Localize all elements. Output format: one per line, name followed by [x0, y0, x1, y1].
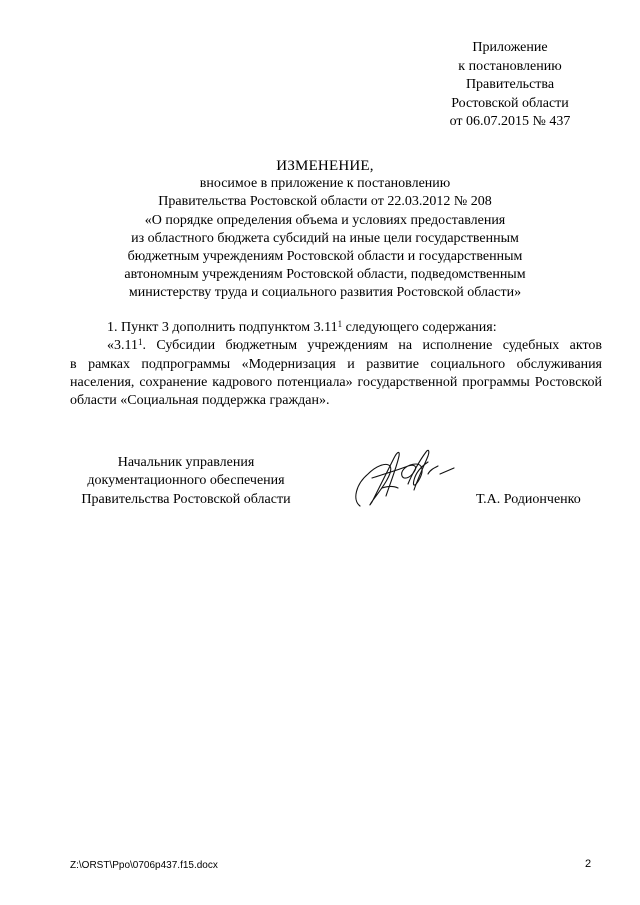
title-line: бюджетным учреждениям Ростовской области и государственным	[127, 249, 523, 265]
handwritten-signature	[342, 444, 458, 514]
signer-position-line: Начальник управления	[117, 455, 255, 470]
signer-position-line: документационного обеспечения	[87, 473, 285, 489]
item1-suffix: следующего содержания:	[342, 320, 497, 335]
item2-prefix: «3.11	[107, 338, 138, 354]
item2-line1: . Субсидии бюджетным учреждениям на исполнение судебных актов	[142, 338, 602, 354]
page-number: 2	[585, 858, 592, 870]
appendix-line: Ростовской области	[451, 95, 569, 111]
signer-position-line: Правительства Ростовской области	[81, 491, 291, 507]
document-body	[70, 319, 602, 410]
appendix-line: от 06.07.2015 № 437	[449, 114, 571, 130]
title-line: министерству труда и социального развития Ростовской области»	[128, 285, 522, 301]
paragraph-item-1	[70, 319, 602, 337]
document-title	[60, 157, 590, 303]
item2-superscript: 1	[137, 337, 143, 348]
title-line: «О порядке определения объема и условиях предоставления	[144, 212, 506, 228]
appendix-line: Правительства	[465, 77, 555, 93]
item1-superscript: 1	[337, 319, 343, 329]
signer-name: Т.А. Родионченко	[476, 492, 581, 507]
paragraph-item-2-rest: в рамках подпрограммы «Модернизация и развитие социального обслуживания населения, сохранение кадрового потенциала» государственной программы Ростовской области «Социальная поддержка граждан».	[70, 356, 602, 409]
signer-position	[68, 454, 304, 509]
title-line: Правительства Ростовской области от 22.03.2012 № 208	[158, 194, 492, 210]
title-line: автономным учреждениям Ростовской области, подведомственным	[124, 267, 526, 283]
appendix-line: Приложение	[472, 40, 548, 55]
item1-prefix: 1. Пункт 3 дополнить подпунктом 3.11	[107, 320, 338, 335]
appendix-line: к постановлению	[458, 58, 562, 74]
title-heading: ИЗМЕНЕНИЕ,	[276, 158, 374, 174]
title-line: из областного бюджета субсидий на иные цели государственным	[131, 230, 519, 246]
file-path: Z:\ORST\Ppo\0706p437.f15.docx	[70, 860, 218, 871]
appendix-reference	[420, 39, 600, 132]
title-line: вносимое в приложение к постановлению	[199, 176, 451, 192]
paragraph-item-2-first-line	[70, 337, 602, 355]
